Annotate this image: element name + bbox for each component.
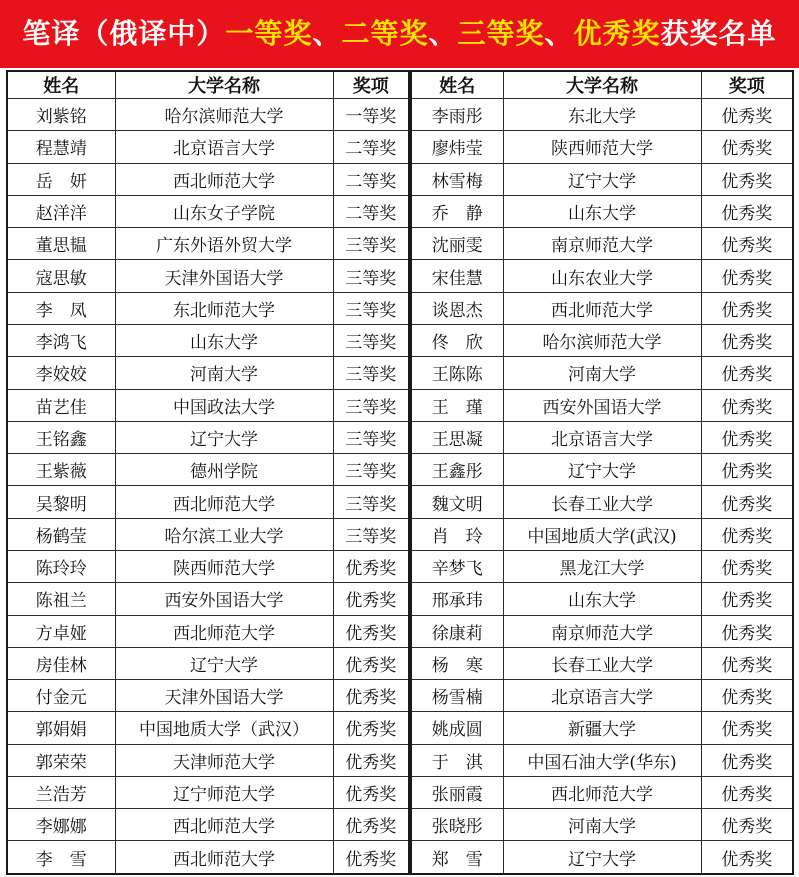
university-cell: 西北师范大学	[503, 292, 701, 324]
table-row	[7, 454, 409, 486]
winner-name-cell: 林雪梅	[411, 163, 503, 195]
winner-name-cell: 方卓娅	[7, 615, 115, 647]
university-cell: 北京语言大学	[115, 131, 333, 163]
award-cell: 优秀奖	[701, 744, 793, 776]
left-table-body	[7, 99, 409, 875]
table-row	[411, 292, 793, 324]
university-cell: 山东大学	[115, 324, 333, 356]
award-cell: 三等奖	[333, 357, 409, 389]
table-row	[7, 712, 409, 744]
award-cell: 优秀奖	[701, 518, 793, 550]
award-cell: 优秀奖	[701, 776, 793, 808]
winner-name-cell: 赵洋洋	[7, 195, 115, 227]
award-cell: 二等奖	[333, 131, 409, 163]
winner-name-cell: 邢承玮	[411, 583, 503, 615]
award-cell: 优秀奖	[333, 841, 409, 874]
page-title	[22, 17, 777, 50]
university-cell: 天津外国语大学	[115, 260, 333, 292]
award-cell: 优秀奖	[701, 647, 793, 679]
award-cell: 优秀奖	[701, 389, 793, 421]
university-cell: 北京语言大学	[503, 680, 701, 712]
winner-name-cell: 寇思敏	[7, 260, 115, 292]
award-cell: 优秀奖	[701, 583, 793, 615]
university-cell: 山东大学	[503, 583, 701, 615]
winner-name-cell: 刘紫铭	[7, 99, 115, 131]
university-cell: 天津外国语大学	[115, 680, 333, 712]
table-row	[7, 841, 409, 874]
award-cell: 优秀奖	[333, 776, 409, 808]
winner-name-cell: 岳 妍	[7, 163, 115, 195]
table-row	[411, 583, 793, 615]
winner-name-cell: 谈恩杰	[411, 292, 503, 324]
winner-name-cell: 姚成圆	[411, 712, 503, 744]
winner-name-cell: 廖炜莹	[411, 131, 503, 163]
winner-name-cell: 李鸿飞	[7, 324, 115, 356]
award-cell: 优秀奖	[701, 131, 793, 163]
award-cell: 三等奖	[333, 228, 409, 260]
university-cell: 河南大学	[503, 809, 701, 841]
university-cell: 辽宁大学	[503, 841, 701, 874]
winner-name-cell: 郑 雪	[411, 841, 503, 874]
table-row	[411, 615, 793, 647]
header-award: 奖项	[701, 71, 793, 99]
award-cell: 优秀奖	[333, 615, 409, 647]
winner-name-cell: 李 凤	[7, 292, 115, 324]
university-cell: 新疆大学	[503, 712, 701, 744]
university-cell: 辽宁大学	[115, 421, 333, 453]
university-cell: 西北师范大学	[115, 809, 333, 841]
winner-name-cell: 吴黎明	[7, 486, 115, 518]
table-row	[7, 680, 409, 712]
table-row	[7, 389, 409, 421]
left-award-table	[6, 70, 410, 875]
winner-name-cell: 兰浩芳	[7, 776, 115, 808]
winner-name-cell: 陈玲玲	[7, 550, 115, 582]
winner-name-cell: 辛梦飞	[411, 550, 503, 582]
table-row	[7, 163, 409, 195]
header-university: 大学名称	[503, 71, 701, 99]
table-row	[411, 712, 793, 744]
award-cell: 优秀奖	[701, 163, 793, 195]
header-award: 奖项	[333, 71, 409, 99]
winner-name-cell: 张丽霞	[411, 776, 503, 808]
university-cell: 辽宁大学	[503, 454, 701, 486]
title-suffix: 获奖名单	[660, 17, 777, 50]
table-row	[411, 389, 793, 421]
university-cell: 山东女子学院	[115, 195, 333, 227]
header-university: 大学名称	[115, 71, 333, 99]
winner-name-cell: 宋佳慧	[411, 260, 503, 292]
university-cell: 北京语言大学	[503, 421, 701, 453]
award-cell: 优秀奖	[701, 550, 793, 582]
table-row	[411, 518, 793, 550]
award-cell: 优秀奖	[701, 292, 793, 324]
university-cell: 西北师范大学	[503, 776, 701, 808]
table-row	[411, 680, 793, 712]
table-row	[411, 809, 793, 841]
university-cell: 东北大学	[503, 99, 701, 131]
university-cell: 天津师范大学	[115, 744, 333, 776]
award-cell: 优秀奖	[333, 712, 409, 744]
university-cell: 哈尔滨工业大学	[115, 518, 333, 550]
university-cell: 辽宁师范大学	[115, 776, 333, 808]
winner-name-cell: 陈祖兰	[7, 583, 115, 615]
award-cell: 优秀奖	[701, 486, 793, 518]
winner-name-cell: 王陈陈	[411, 357, 503, 389]
winner-name-cell: 王 瑾	[411, 389, 503, 421]
university-cell: 长春工业大学	[503, 647, 701, 679]
table-row	[7, 550, 409, 582]
table-row	[411, 195, 793, 227]
university-cell: 辽宁大学	[503, 163, 701, 195]
table-row	[411, 647, 793, 679]
table-row	[7, 615, 409, 647]
award-tables	[6, 70, 793, 875]
university-cell: 中国政法大学	[115, 389, 333, 421]
title-separator: 、	[312, 17, 342, 50]
award-cell: 优秀奖	[701, 680, 793, 712]
winner-name-cell: 杨鹤莹	[7, 518, 115, 550]
winner-name-cell: 房佳林	[7, 647, 115, 679]
winner-name-cell: 乔 静	[411, 195, 503, 227]
university-cell: 河南大学	[503, 357, 701, 389]
table-row	[7, 421, 409, 453]
award-cell: 三等奖	[333, 292, 409, 324]
university-cell: 河南大学	[115, 357, 333, 389]
table-row	[411, 841, 793, 874]
right-table-body	[411, 99, 793, 875]
table-row	[7, 744, 409, 776]
table-row	[411, 163, 793, 195]
winner-name-cell: 王紫薇	[7, 454, 115, 486]
winner-name-cell: 魏文明	[411, 486, 503, 518]
winner-name-cell: 杨雪楠	[411, 680, 503, 712]
table-row	[7, 195, 409, 227]
winner-name-cell: 郭娟娟	[7, 712, 115, 744]
university-cell: 陕西师范大学	[503, 131, 701, 163]
award-cell: 优秀奖	[701, 324, 793, 356]
university-cell: 中国地质大学(武汉)	[503, 518, 701, 550]
award-cell: 优秀奖	[701, 195, 793, 227]
award-cell: 优秀奖	[333, 583, 409, 615]
award-cell: 优秀奖	[701, 228, 793, 260]
award-cell: 优秀奖	[701, 809, 793, 841]
award-cell: 优秀奖	[701, 615, 793, 647]
winner-name-cell: 董思韫	[7, 228, 115, 260]
university-cell: 中国石油大学(华东)	[503, 744, 701, 776]
winner-name-cell: 郭荣荣	[7, 744, 115, 776]
winner-name-cell: 李雨彤	[411, 99, 503, 131]
table-header-row	[7, 71, 409, 99]
table-row	[7, 809, 409, 841]
university-cell: 山东大学	[503, 195, 701, 227]
university-cell: 西安外国语大学	[503, 389, 701, 421]
table-row	[7, 324, 409, 356]
university-cell: 南京师范大学	[503, 228, 701, 260]
award-cell: 二等奖	[333, 195, 409, 227]
university-cell: 东北师范大学	[115, 292, 333, 324]
winner-name-cell: 佟 欣	[411, 324, 503, 356]
award-cell: 二等奖	[333, 163, 409, 195]
table-row	[7, 99, 409, 131]
table-row	[411, 421, 793, 453]
title-first-prize: 一等奖	[225, 17, 313, 50]
award-cell: 优秀奖	[701, 260, 793, 292]
title-excellence-prize: 优秀奖	[573, 17, 661, 50]
table-row	[7, 292, 409, 324]
winner-name-cell: 沈丽雯	[411, 228, 503, 260]
table-row	[411, 228, 793, 260]
university-cell: 中国地质大学（武汉）	[115, 712, 333, 744]
winner-name-cell: 王思凝	[411, 421, 503, 453]
table-row	[411, 550, 793, 582]
award-cell: 三等奖	[333, 454, 409, 486]
university-cell: 西北师范大学	[115, 841, 333, 874]
table-row	[7, 131, 409, 163]
table-row	[411, 131, 793, 163]
winner-name-cell: 程慧靖	[7, 131, 115, 163]
award-cell: 三等奖	[333, 518, 409, 550]
table-row	[411, 357, 793, 389]
university-cell: 德州学院	[115, 454, 333, 486]
table-row	[7, 583, 409, 615]
award-cell: 优秀奖	[333, 744, 409, 776]
winner-name-cell: 李姣姣	[7, 357, 115, 389]
award-cell: 优秀奖	[333, 680, 409, 712]
university-cell: 哈尔滨师范大学	[115, 99, 333, 131]
title-third-prize: 三等奖	[457, 17, 545, 50]
right-award-table	[410, 70, 794, 875]
winner-name-cell: 张晓彤	[411, 809, 503, 841]
winner-name-cell: 李娜娜	[7, 809, 115, 841]
university-cell: 广东外语外贸大学	[115, 228, 333, 260]
award-cell: 优秀奖	[701, 454, 793, 486]
title-prefix: 笔译（俄译中）	[22, 17, 226, 50]
university-cell: 山东农业大学	[503, 260, 701, 292]
winner-name-cell: 肖 玲	[411, 518, 503, 550]
award-cell: 一等奖	[333, 99, 409, 131]
university-cell: 西北师范大学	[115, 486, 333, 518]
university-cell: 西北师范大学	[115, 163, 333, 195]
winner-name-cell: 王鑫彤	[411, 454, 503, 486]
table-row	[411, 744, 793, 776]
award-cell: 优秀奖	[701, 841, 793, 874]
winner-name-cell: 苗艺佳	[7, 389, 115, 421]
table-row	[7, 647, 409, 679]
university-cell: 黑龙江大学	[503, 550, 701, 582]
winner-name-cell: 于 淇	[411, 744, 503, 776]
award-cell: 优秀奖	[333, 647, 409, 679]
table-row	[7, 486, 409, 518]
table-row	[7, 518, 409, 550]
university-cell: 西安外国语大学	[115, 583, 333, 615]
winner-name-cell: 杨 寒	[411, 647, 503, 679]
title-separator: 、	[428, 17, 458, 50]
table-row	[7, 357, 409, 389]
table-row	[411, 260, 793, 292]
award-cell: 优秀奖	[701, 421, 793, 453]
header-name: 姓名	[7, 71, 115, 99]
university-cell: 西北师范大学	[115, 615, 333, 647]
award-cell: 优秀奖	[333, 550, 409, 582]
award-cell: 优秀奖	[701, 357, 793, 389]
university-cell: 陕西师范大学	[115, 550, 333, 582]
winner-name-cell: 王铭鑫	[7, 421, 115, 453]
header-name: 姓名	[411, 71, 503, 99]
award-cell: 三等奖	[333, 389, 409, 421]
table-row	[411, 486, 793, 518]
university-cell: 哈尔滨师范大学	[503, 324, 701, 356]
winner-name-cell: 徐康莉	[411, 615, 503, 647]
table-row	[7, 228, 409, 260]
award-cell: 三等奖	[333, 324, 409, 356]
table-row	[411, 99, 793, 131]
table-row	[411, 776, 793, 808]
award-cell: 优秀奖	[701, 99, 793, 131]
title-separator: 、	[544, 17, 574, 50]
award-cell: 优秀奖	[333, 809, 409, 841]
university-cell: 辽宁大学	[115, 647, 333, 679]
award-cell: 三等奖	[333, 260, 409, 292]
award-cell: 优秀奖	[701, 712, 793, 744]
university-cell: 南京师范大学	[503, 615, 701, 647]
award-cell: 三等奖	[333, 421, 409, 453]
table-header-row	[411, 71, 793, 99]
university-cell: 长春工业大学	[503, 486, 701, 518]
winner-name-cell: 付金元	[7, 680, 115, 712]
table-row	[411, 454, 793, 486]
award-cell: 三等奖	[333, 486, 409, 518]
table-row	[411, 324, 793, 356]
title-banner	[0, 0, 799, 68]
title-second-prize: 二等奖	[341, 17, 429, 50]
winner-name-cell: 李 雪	[7, 841, 115, 874]
table-row	[7, 776, 409, 808]
table-row	[7, 260, 409, 292]
